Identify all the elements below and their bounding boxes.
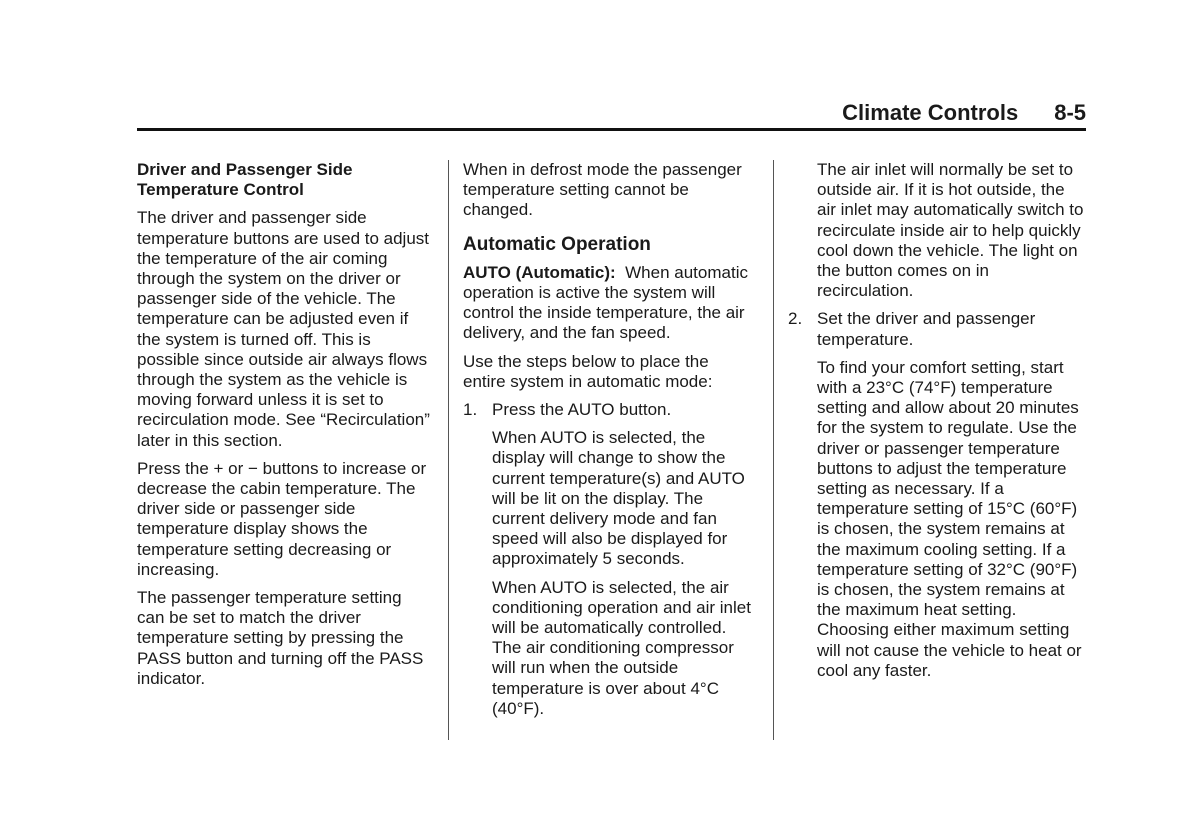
paragraph: The passenger temperature setting can be set to match the driver temperature setting by pressing the PASS button and turning off the PASS indicator. — [137, 588, 424, 688]
page-header — [842, 100, 1086, 126]
paragraph: Use the steps below to place the entire system in automatic mode: — [463, 351, 713, 391]
column-1 — [137, 160, 433, 697]
step-number: 2. — [788, 309, 803, 329]
column-2 — [463, 160, 753, 727]
paragraph — [463, 263, 753, 344]
paragraph: To find your comfort setting, start with a 23°C (74°F) temperature setting and allow about 20 minutes for the system to regulate. Use the driver or passenger temperature buttons to adjust the temperature setting as necessary. If a temperature setting of 15°C (60°F) is chosen, the system remains at the maximum cooling setting. If a temperature setting of 32°C (90°F) is chosen, the system remains at the maximum heat setting. Choosing either maximum setting will not cause the vehicle to heat or cool any faster. — [817, 357, 1082, 680]
column-divider — [773, 160, 774, 740]
sub-heading: Automatic Operation — [463, 233, 651, 255]
header-rule — [137, 128, 1086, 131]
paragraph: Press the + or − buttons to increase or decrease the cabin temperature. The driver side or passenger side temperature display shows the temperature setting decreasing or increasing. — [137, 458, 427, 579]
paragraph: The driver and passenger side temperature buttons are used to adjust the temperature of the air coming through the system on the driver or passenger side of the vehicle. The temperature can be adjusted even if the system is turned off. This is possible since outside air always flows through the system as the vehicle is moving forward unless it is set to recirculation mode. See “Recirculation” later in this section. — [137, 208, 430, 450]
paragraph: The air inlet will normally be set to outside air. If it is hot outside, the air inlet may automatically switch to recirculate inside air to help quickly cool down the vehicle. The light on the button comes on in recirculation. — [817, 160, 1084, 301]
column-divider — [448, 160, 449, 740]
step-2 — [788, 309, 1086, 349]
paragraph: When in defrost mode the passenger temperature setting cannot be changed. — [463, 160, 742, 220]
term-label: AUTO (Automatic): — [463, 262, 616, 282]
paragraph: When AUTO is selected, the air conditioning operation and air inlet will be automatically controlled. The air conditioning compressor will run when the outside temperature is over about 4°C (40°F). — [492, 577, 751, 718]
column-3 — [788, 160, 1086, 689]
step-text: Set the driver and passenger temperature. — [817, 309, 1036, 349]
heading-line-1: Driver and Passenger Side — [137, 160, 353, 179]
heading-line-2: Temperature Control — [137, 180, 304, 200]
paragraph: When AUTO is selected, the display will change to show the current temperature(s) and AUTO will be lit on the display. The current delivery mode and fan speed will also be displayed for approximately 5 seconds. — [492, 428, 745, 569]
step-text: Press the AUTO button. — [492, 400, 672, 420]
section-heading — [137, 160, 433, 200]
section-title: Climate Controls — [842, 100, 1019, 125]
term-text: When automatic operation is active the system will control the inside temperature, the air delivery, and the fan speed. — [463, 262, 748, 343]
step-1 — [463, 400, 753, 420]
page-number: 8-5 — [1054, 100, 1086, 125]
step-number: 1. — [463, 400, 478, 420]
